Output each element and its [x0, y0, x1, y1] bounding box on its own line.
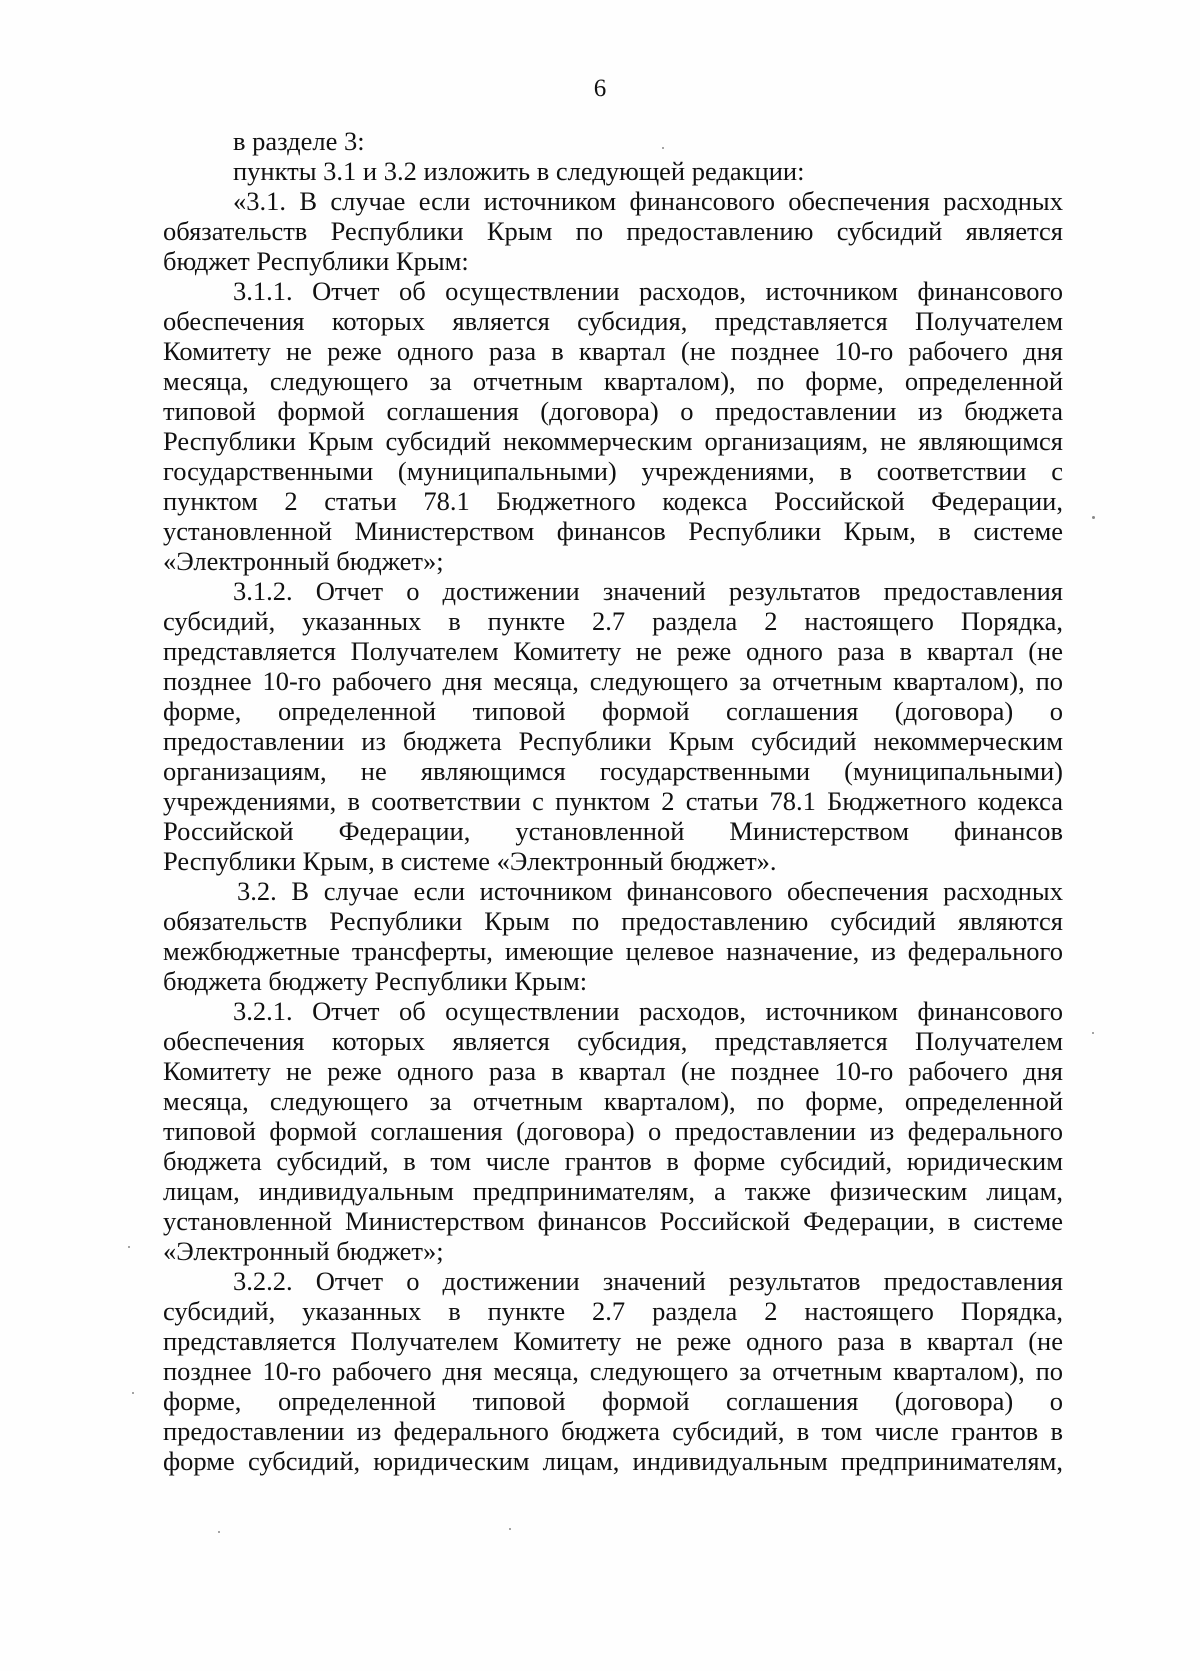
- text-line: обязательств Республики Крым по предоставлению субсидий являются: [163, 906, 1063, 936]
- text-line: 3.1.1. Отчет об осуществлении расходов, источником финансового: [233, 276, 1063, 306]
- text-line: 3.2.1. Отчет об осуществлении расходов, источником финансового: [233, 996, 1063, 1026]
- scan-speck: [218, 1531, 220, 1533]
- text-line: установленной Министерством финансов Российской Федерации, в системе: [163, 1206, 1063, 1236]
- document-body: [163, 126, 1063, 1476]
- text-line: обеспечения которых является субсидия, представляется Получателем: [163, 1026, 1063, 1056]
- text-line: 3.1.2. Отчет о достижении значений результатов предоставления: [233, 576, 1063, 606]
- text-line: 3.2.2. Отчет о достижении значений результатов предоставления: [233, 1266, 1063, 1296]
- text-line: Комитету не реже одного раза в квартал (не позднее 10-го рабочего дня: [163, 1056, 1063, 1086]
- text-line: обеспечения которых является субсидия, представляется Получателем: [163, 306, 1063, 336]
- scan-speck: [662, 147, 664, 149]
- text-line: Российской Федерации, установленной Министерством финансов: [163, 816, 1063, 846]
- text-line: государственными (муниципальными) учреждениями, в соответствии с: [163, 456, 1063, 486]
- text-line: предоставлении из федерального бюджета субсидий, в том числе грантов в: [163, 1416, 1063, 1446]
- text-line: предоставлении из бюджета Республики Крым субсидий некоммерческим: [163, 726, 1063, 756]
- text-line: форме, определенной типовой формой соглашения (договора) о: [163, 1386, 1063, 1416]
- text-line: форме, определенной типовой формой соглашения (договора) о: [163, 696, 1063, 726]
- text-line: форме субсидий, юридическим лицам, индивидуальным предпринимателям,: [163, 1446, 1063, 1476]
- text-line: организациям, не являющимся государственными (муниципальными): [163, 756, 1063, 786]
- text-line: межбюджетные трансферты, имеющие целевое назначение, из федерального: [163, 936, 1063, 966]
- text-line: в разделе 3:: [233, 126, 365, 156]
- text-line: позднее 10-го рабочего дня месяца, следующего за отчетным кварталом), по: [163, 666, 1063, 696]
- text-line: бюджета бюджету Республики Крым:: [163, 966, 588, 996]
- text-line: субсидий, указанных в пункте 2.7 раздела 2 настоящего Порядка,: [163, 1296, 1063, 1326]
- scan-speck: [1092, 516, 1095, 519]
- text-line: типовой формой соглашения (договора) о предоставлении из федерального: [163, 1116, 1063, 1146]
- scan-speck: [132, 1392, 134, 1394]
- text-line: бюджет Республики Крым:: [163, 246, 469, 276]
- text-line: представляется Получателем Комитету не реже одного раза в квартал (не: [163, 1326, 1063, 1356]
- text-line: «3.1. В случае если источником финансового обеспечения расходных: [233, 186, 1063, 216]
- text-line: установленной Министерством финансов Республики Крым, в системе: [163, 516, 1063, 546]
- text-line: Комитету не реже одного раза в квартал (не позднее 10-го рабочего дня: [163, 336, 1063, 366]
- scan-speck: [509, 1528, 511, 1530]
- text-line: Республики Крым, в системе «Электронный бюджет».: [163, 846, 777, 876]
- text-line: лицам, индивидуальным предпринимателям, а также физическим лицам,: [163, 1176, 1063, 1206]
- text-line: пункты 3.1 и 3.2 изложить в следующей редакции:: [233, 156, 805, 186]
- text-line: Республики Крым субсидий некоммерческим организациям, не являющимся: [163, 426, 1063, 456]
- text-line: пунктом 2 статьи 78.1 Бюджетного кодекса Российской Федерации,: [163, 486, 1063, 516]
- page-number: 6: [593, 75, 607, 102]
- scan-speck: [1092, 1032, 1094, 1034]
- text-line: учреждениями, в соответствии с пунктом 2 статьи 78.1 Бюджетного кодекса: [163, 786, 1063, 816]
- scan-speck: [128, 1246, 130, 1248]
- text-line: 3.2. В случае если источником финансового обеспечения расходных: [237, 876, 1063, 906]
- text-line: месяца, следующего за отчетным кварталом), по форме, определенной: [163, 1086, 1063, 1116]
- text-line: «Электронный бюджет»;: [163, 546, 444, 576]
- text-line: обязательств Республики Крым по предоставлению субсидий является: [163, 216, 1063, 246]
- text-line: «Электронный бюджет»;: [163, 1236, 444, 1266]
- text-line: месяца, следующего за отчетным кварталом), по форме, определенной: [163, 366, 1063, 396]
- text-line: позднее 10-го рабочего дня месяца, следующего за отчетным кварталом), по: [163, 1356, 1063, 1386]
- text-line: представляется Получателем Комитету не реже одного раза в квартал (не: [163, 636, 1063, 666]
- text-line: бюджета субсидий, в том числе грантов в форме субсидий, юридическим: [163, 1146, 1063, 1176]
- text-line: субсидий, указанных в пункте 2.7 раздела 2 настоящего Порядка,: [163, 606, 1063, 636]
- text-line: типовой формой соглашения (договора) о предоставлении из бюджета: [163, 396, 1063, 426]
